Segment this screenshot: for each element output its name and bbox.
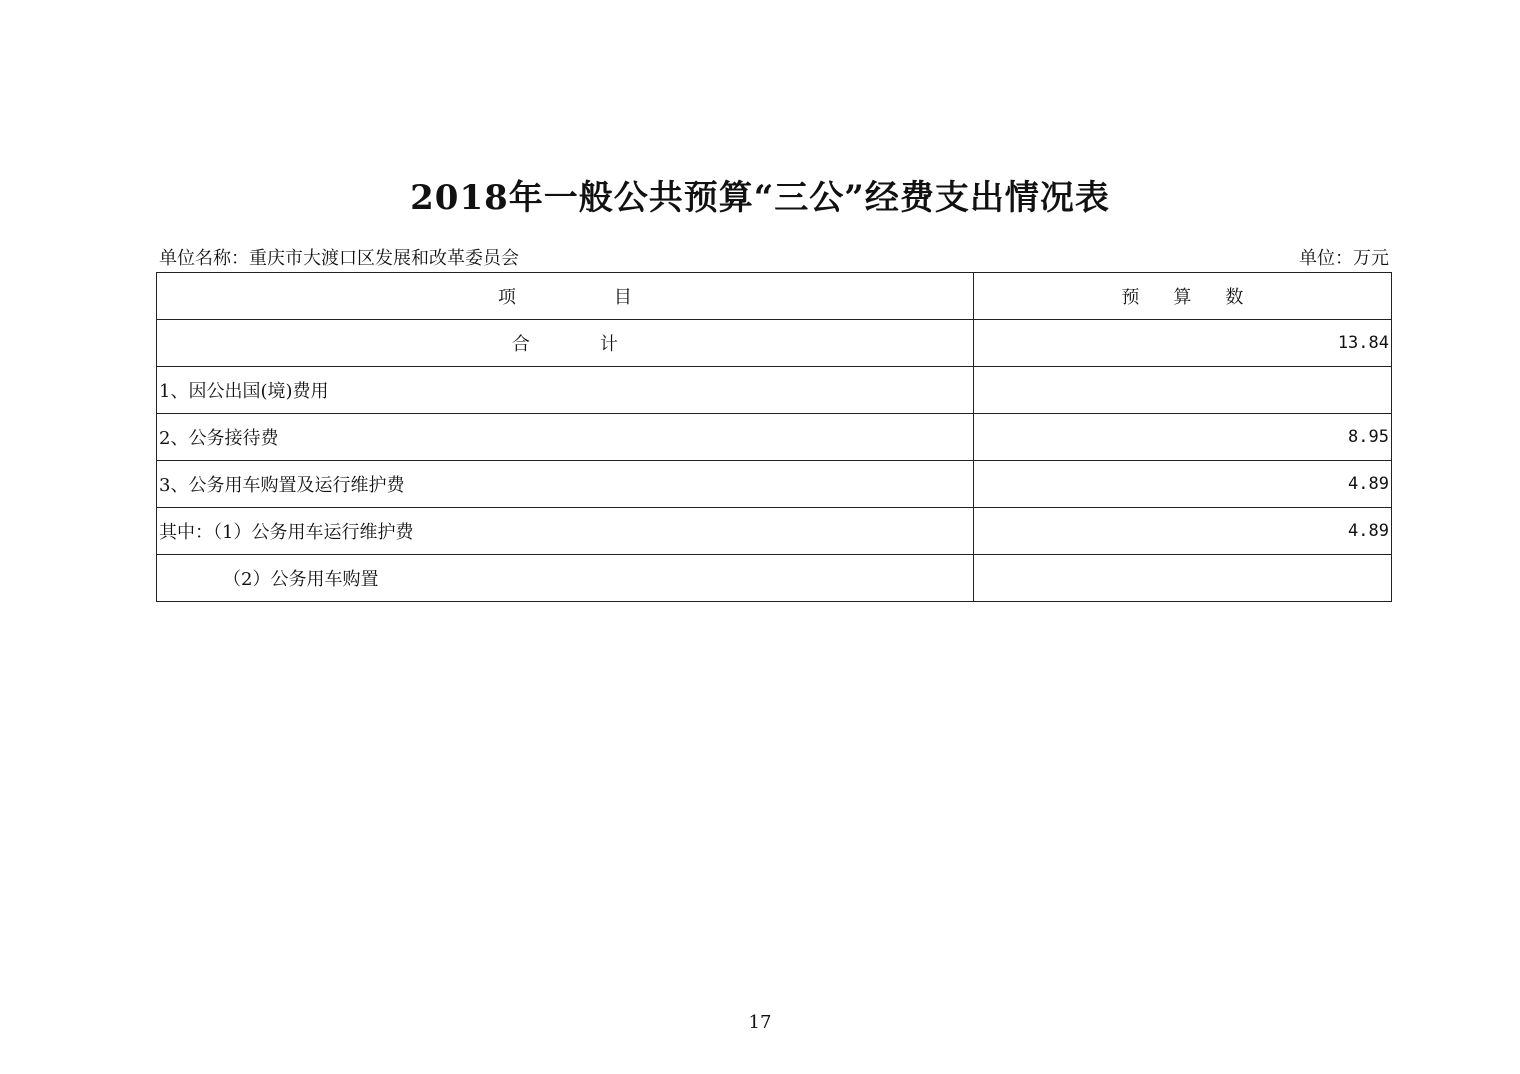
header-item-char: 项	[497, 287, 516, 308]
budget-table	[156, 272, 1392, 602]
header-item-char: 目	[613, 287, 632, 308]
table-row	[157, 555, 1392, 602]
header-amount-char: 预	[1121, 287, 1140, 308]
header-amount-char: 数	[1225, 287, 1244, 308]
row-label: 2、公务接待费	[157, 414, 974, 461]
page-number: 17	[748, 1012, 772, 1033]
total-label-char: 计	[599, 334, 618, 355]
row-value	[973, 555, 1391, 602]
row-label: 其中：（1）公务用车运行维护费	[157, 508, 974, 555]
header-item	[157, 273, 974, 320]
header-amount-char: 算	[1173, 287, 1192, 308]
header-amount	[973, 273, 1391, 320]
row-value: 4.89	[973, 508, 1391, 555]
row-value: 8.95	[973, 414, 1391, 461]
total-value: 13.84	[973, 320, 1391, 367]
table-meta	[157, 244, 1391, 270]
table-row-total	[157, 320, 1392, 367]
table-row	[157, 414, 1392, 461]
row-label: 1、因公出国(境)费用	[157, 367, 974, 414]
table-row	[157, 461, 1392, 508]
table-header-row	[157, 273, 1392, 320]
row-value	[973, 367, 1391, 414]
row-label: （2）公务用车购置	[157, 555, 974, 602]
total-label	[157, 320, 974, 367]
unit-name-label: 单位名称：重庆市大渡口区发展和改革委员会	[159, 248, 519, 269]
total-label-char: 合	[511, 334, 530, 355]
table-row	[157, 508, 1392, 555]
row-label: 3、公务用车购置及运行维护费	[157, 461, 974, 508]
page-title: 2018年一般公共预算“三公”经费支出情况表	[410, 178, 1110, 218]
table-row	[157, 367, 1392, 414]
row-value: 4.89	[973, 461, 1391, 508]
unit-label: 单位：万元	[1299, 248, 1389, 269]
